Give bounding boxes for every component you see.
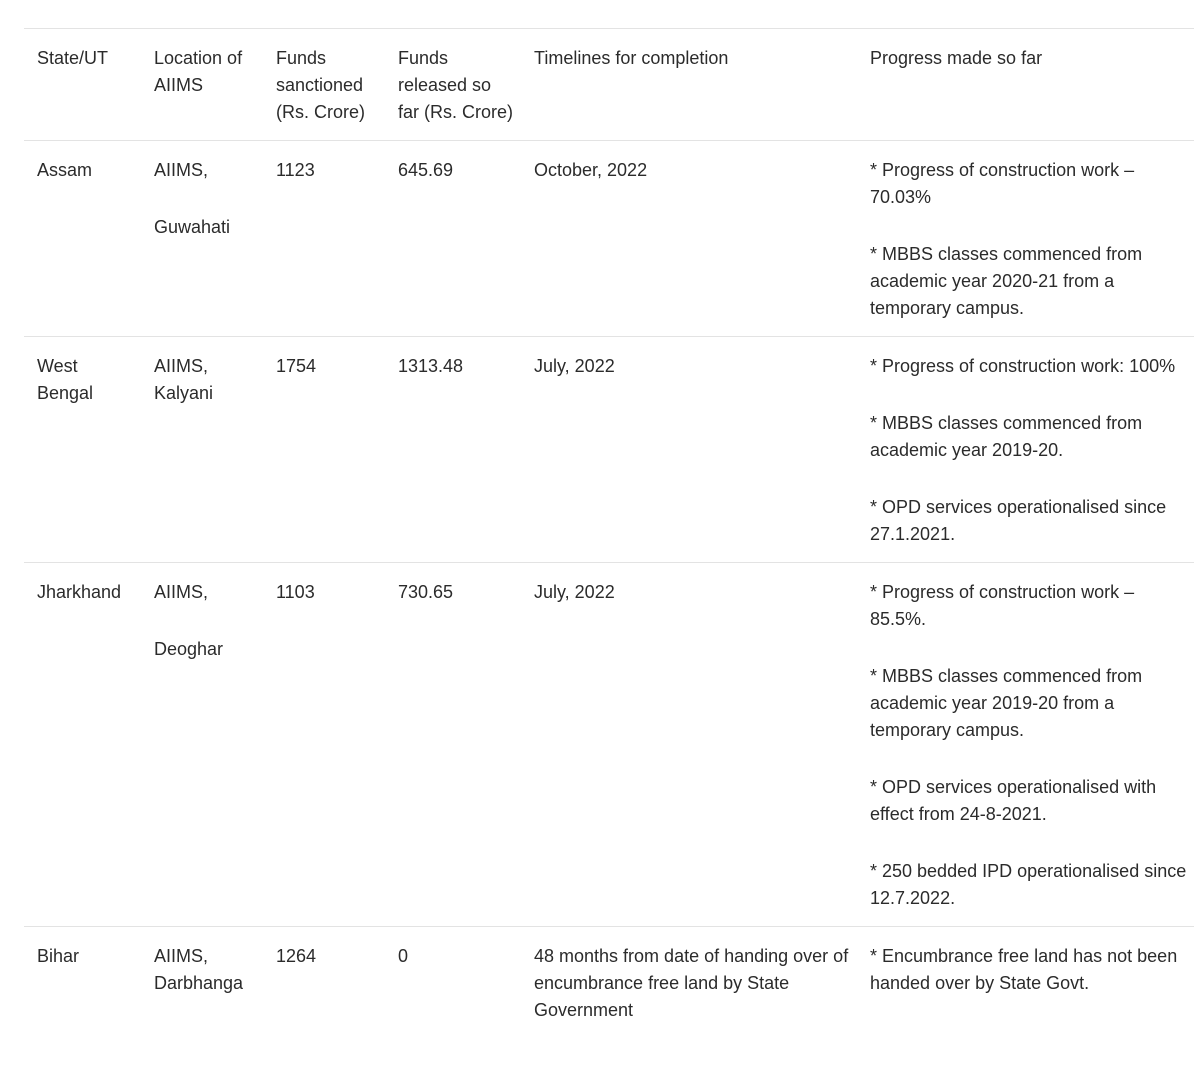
location-line: AIIMS, Kalyani bbox=[154, 356, 214, 403]
location-line: AIIMS, bbox=[154, 582, 209, 602]
cell-state: Assam bbox=[24, 141, 141, 337]
cell-timeline: July, 2022 bbox=[521, 563, 857, 927]
cell-timeline: 48 months from date of handing over of encumbrance free land by State Government bbox=[521, 927, 857, 1039]
progress-item: * Progress of construction work: 100% bbox=[870, 356, 1176, 376]
table-row bbox=[24, 337, 1194, 563]
cell-state: West Bengal bbox=[24, 337, 141, 563]
cell-funds-released: 0 bbox=[385, 927, 521, 1039]
cell-location bbox=[141, 337, 263, 563]
table-row bbox=[24, 141, 1194, 337]
location-line: AIIMS, bbox=[154, 160, 209, 180]
progress-item: * Progress of construction work – 85.5%. bbox=[870, 582, 1135, 629]
table-row bbox=[24, 927, 1194, 1039]
cell-funds-released: 645.69 bbox=[385, 141, 521, 337]
table-row bbox=[24, 563, 1194, 927]
cell-timeline: July, 2022 bbox=[521, 337, 857, 563]
progress-item: * OPD services operationalised with effect from 24-8-2021. bbox=[870, 777, 1157, 824]
cell-funds-released: 1313.48 bbox=[385, 337, 521, 563]
progress-item: * MBBS classes commenced from academic year 2020-21 from a temporary campus. bbox=[870, 244, 1143, 318]
progress-item: * OPD services operationalised since 27.1.2021. bbox=[870, 497, 1167, 544]
aiims-table-container bbox=[24, 28, 1194, 1038]
header-timelines: Timelines for completion bbox=[521, 29, 857, 141]
cell-progress bbox=[857, 337, 1194, 563]
progress-item: * Progress of construction work – 70.03% bbox=[870, 160, 1135, 207]
header-funds-released: Funds released so far (Rs. Crore) bbox=[385, 29, 521, 141]
cell-progress bbox=[857, 563, 1194, 927]
cell-location bbox=[141, 141, 263, 337]
location-line: AIIMS, Darbhanga bbox=[154, 946, 244, 993]
cell-funds-sanctioned: 1103 bbox=[263, 563, 385, 927]
cell-funds-sanctioned: 1754 bbox=[263, 337, 385, 563]
progress-item: * 250 bedded IPD operationalised since 12.7.2022. bbox=[870, 861, 1187, 908]
location-line: Guwahati bbox=[154, 217, 231, 237]
header-location: Location of AIIMS bbox=[141, 29, 263, 141]
cell-state: Bihar bbox=[24, 927, 141, 1039]
progress-item: * MBBS classes commenced from academic year 2019-20 from a temporary campus. bbox=[870, 666, 1143, 740]
table-body bbox=[24, 141, 1194, 1039]
cell-timeline: October, 2022 bbox=[521, 141, 857, 337]
cell-location bbox=[141, 563, 263, 927]
cell-funds-sanctioned: 1264 bbox=[263, 927, 385, 1039]
progress-item: * Encumbrance free land has not been handed over by State Govt. bbox=[870, 946, 1178, 993]
cell-progress bbox=[857, 927, 1194, 1039]
aiims-progress-table bbox=[24, 28, 1194, 1038]
cell-state: Jharkhand bbox=[24, 563, 141, 927]
header-progress: Progress made so far bbox=[857, 29, 1194, 141]
cell-progress bbox=[857, 141, 1194, 337]
cell-funds-released: 730.65 bbox=[385, 563, 521, 927]
cell-funds-sanctioned: 1123 bbox=[263, 141, 385, 337]
header-funds-sanctioned: Funds sanctioned (Rs. Crore) bbox=[263, 29, 385, 141]
location-line: Deoghar bbox=[154, 639, 224, 659]
header-row bbox=[24, 29, 1194, 141]
progress-item: * MBBS classes commenced from academic year 2019-20. bbox=[870, 413, 1143, 460]
table-header bbox=[24, 29, 1194, 141]
header-state: State/UT bbox=[24, 29, 141, 141]
cell-location bbox=[141, 927, 263, 1039]
